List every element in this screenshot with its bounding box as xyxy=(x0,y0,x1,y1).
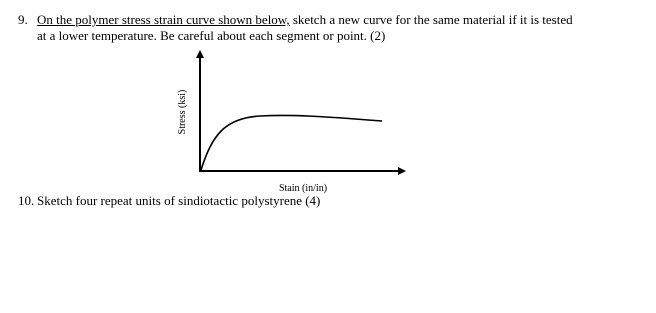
question-10 xyxy=(18,193,320,209)
stress-strain-curve xyxy=(201,115,382,170)
question-10-number: 10. xyxy=(18,193,35,208)
question-9-text-continued: sketch a new curve for the same material if it is tested xyxy=(289,12,573,27)
question-9-underlined-text: On the polymer stress strain curve shown below, xyxy=(37,12,290,27)
x-axis-arrow-icon xyxy=(398,167,406,175)
x-axis-label: Stain (in/in) xyxy=(278,183,328,194)
y-axis-label: Stress (ksi) xyxy=(177,89,188,135)
question-9-number: 9. xyxy=(18,12,28,27)
question-9-line-2: at a lower temperature. Be careful about each segment or point. (2) xyxy=(37,28,386,43)
question-10-text: Sketch four repeat units of sindiotactic polystyrene (4) xyxy=(37,193,321,208)
y-axis-arrow-icon xyxy=(196,50,204,58)
